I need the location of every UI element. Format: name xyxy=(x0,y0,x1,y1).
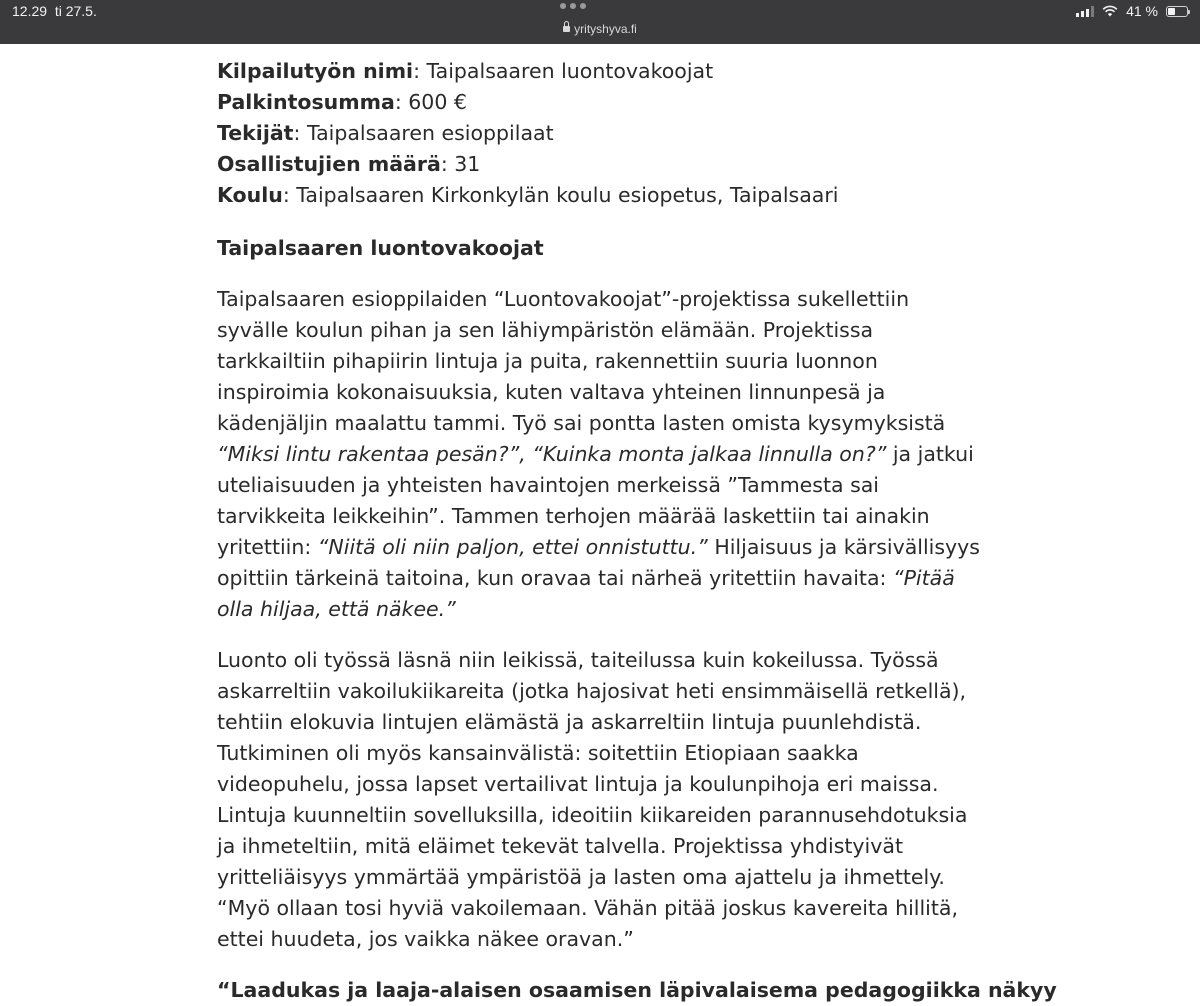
article-paragraph-2: Luonto oli työssä läsnä niin leikissä, taiteilussa kuin kokeilussa. Työssä askarreltiin vakoilukiikareita (jotka hajosivat heti ensimmäisellä retkellä), tehtiin elokuvia lintujen elämästä ja askarreltiin lintuja puunlehdistä. Tutkiminen oli myös kansainvälistä: soitettiin Etiopiaan saakka videopuhelu, jossa lapset vertailivat lintuja ja koulunpihoja eri maissa. Lintuja kuunneltiin sovelluksilla, ideoitiin kiikareiden parannusehdotuksia ja ihmeteltiin, mitä eläimet tekevät talvella. Projektissa yhdistyivät yritteliäisyys ymmärtää ympäristöä ja lasten oma ajattelu ja ihmettely. “Myö ollaan tosi hyviä vakoilemaan. Vähän pitää joskus kavereita hillitä, ettei huudeta, jos vaikka näkee oravan.” xyxy=(217,648,968,951)
meta-label: Kilpailutyön nimi xyxy=(217,59,414,83)
meta-value: 600 € xyxy=(408,90,467,114)
status-bar xyxy=(0,0,1200,44)
meta-sep: : xyxy=(282,183,297,207)
meta-value: Taipalsaaren luontovakoojat xyxy=(426,59,714,83)
paragraph-quote: “Pitää olla hiljaa, että näkee.” xyxy=(217,566,955,621)
paragraph-quote: “Niitä oli niin paljon, ettei onnistuttu.” xyxy=(317,535,708,559)
meta-sep: : xyxy=(394,90,409,114)
meta-value: Taipalsaaren esioppilaat xyxy=(306,121,554,145)
meta-sep: : xyxy=(413,59,427,83)
meta-value: 31 xyxy=(454,152,481,176)
meta-list xyxy=(217,56,987,211)
paragraph-quote: “Miksi lintu rakentaa pesän?”, “Kuinka monta jalkaa linnulla on?” xyxy=(217,442,887,466)
meta-row-participants xyxy=(217,149,987,180)
meta-value: Taipalsaaren Kirkonkylän koulu esiopetus, Taipalsaari xyxy=(296,183,839,207)
lock-icon xyxy=(563,26,570,32)
article-content xyxy=(217,56,1057,1006)
cellular-signal-icon xyxy=(1076,6,1094,17)
meta-label: Palkintosumma xyxy=(217,90,395,114)
meta-sep: : xyxy=(440,152,455,176)
meta-label: Koulu xyxy=(217,183,283,207)
paragraph-text: ja jatkui uteliaisuuden ja yhteisten havaintojen merkeissä ”Tammesta sai tarvikkeita leikkeihin”. Tammen terhojen määrää laskettiin tai ainakin yritettiin: xyxy=(217,442,974,559)
multitasking-dots-icon[interactable] xyxy=(560,3,586,9)
paragraph-text: Hiljaisuus ja kärsivällisyys opittiin tärkeinä taitoina, kun oravaa tai närheä yritettiin havaita: xyxy=(217,535,980,590)
status-date: ti 27.5. xyxy=(54,3,97,19)
article-subheading-partial: “Laadukas ja laaja-alaisen osaamisen läpivalaisema pedagogiikka näkyy xyxy=(217,978,1057,1002)
meta-row-entry-name xyxy=(217,56,987,87)
status-icons xyxy=(1076,3,1188,19)
meta-row-prize xyxy=(217,87,987,118)
article-heading: Taipalsaaren luontovakoojat xyxy=(217,236,544,260)
meta-row-school xyxy=(217,180,987,211)
article-paragraph-1 xyxy=(217,284,987,625)
paragraph-text: Taipalsaaren esioppilaiden “Luontovakoojat”-projektissa sukellettiin syvälle koulun pihan ja sen lähiympäristön elämään. Projektissa tarkkailtiin pihapiirin lintuja ja puita, rakennettiin suuria luonnon inspiroimia kokonaisuuksia, kuten valtava yhteinen linnunpesä ja kädenjäljin maalattu tammi. Työ sai pontta lasten omista kysymyksistä xyxy=(217,287,946,435)
meta-sep: : xyxy=(293,121,307,145)
meta-label: Osallistujien määrä xyxy=(217,152,441,176)
url-text: yrityshyva.fi xyxy=(574,22,637,36)
url-bar[interactable] xyxy=(0,22,1200,36)
meta-label: Tekijät xyxy=(217,121,294,145)
meta-row-authors xyxy=(217,118,987,149)
status-time-date xyxy=(12,3,97,19)
battery-icon xyxy=(1166,6,1188,17)
wifi-icon xyxy=(1102,5,1118,17)
battery-fill xyxy=(1168,8,1175,15)
battery-percent: 41 % xyxy=(1126,3,1158,19)
status-time: 12.29 xyxy=(12,3,48,19)
